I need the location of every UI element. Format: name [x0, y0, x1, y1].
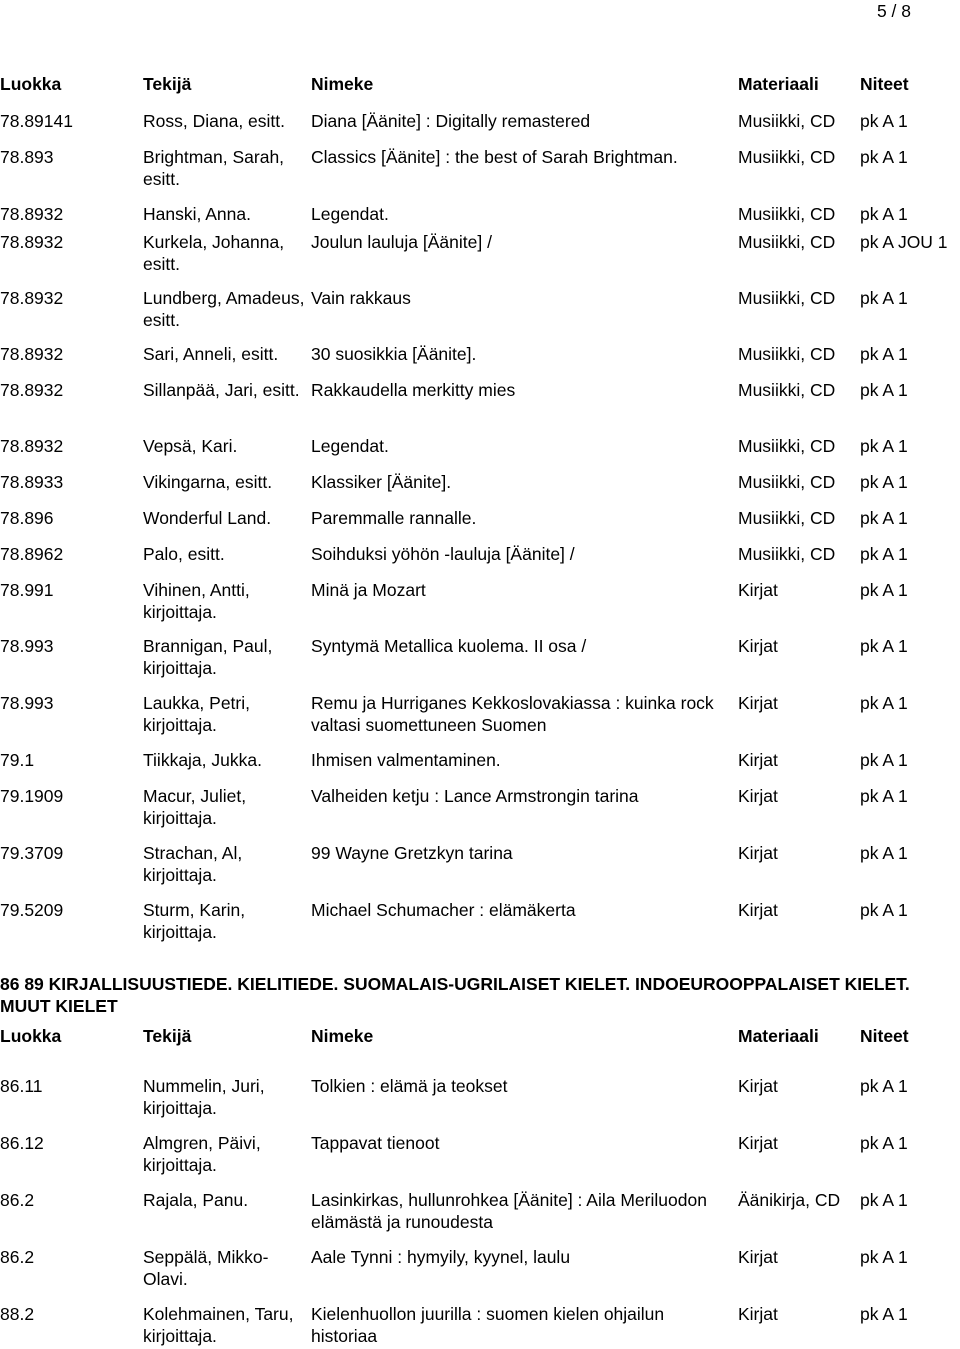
cell-nimeke: Joulun lauluja [Äänite] / — [311, 232, 492, 252]
catalog-table — [0, 1025, 960, 1346]
cell-nimeke: 30 suosikkia [Äänite]. — [311, 344, 477, 364]
cell-materiaali: Musiikki, CD — [738, 111, 836, 131]
cell-nimeke: Kielenhuollon juurilla : suomen kielen ohjailun historiaa — [311, 1304, 665, 1346]
cell-nimeke: Remu ja Hurriganes Kekkoslovakiassa : kuinka rock valtasi suomettuneen Suomen — [311, 693, 714, 735]
cell-niteet: pk A 1 — [860, 436, 908, 456]
header-nimeke: Nimeke — [311, 74, 374, 94]
cell-tekija: Almgren, Päivi, kirjoittaja. — [143, 1133, 261, 1175]
cell-luokka: 78.993 — [0, 693, 54, 713]
cell-luokka: 79.1909 — [0, 786, 64, 806]
cell-materiaali: Musiikki, CD — [738, 204, 836, 224]
cell-tekija: Vihinen, Antti, kirjoittaja. — [143, 580, 250, 622]
cell-nimeke: Paremmalle rannalle. — [311, 508, 477, 528]
cell-tekija: Rajala, Panu. — [143, 1190, 249, 1210]
cell-niteet: pk A 1 — [860, 344, 908, 364]
cell-luokka: 78.993 — [0, 636, 54, 656]
cell-luokka: 78.89141 — [0, 111, 73, 131]
cell-niteet: pk A 1 — [860, 204, 908, 224]
cell-luokka: 78.8962 — [0, 544, 64, 564]
cell-materiaali: Kirjat — [738, 580, 778, 600]
cell-tekija: Brannigan, Paul, kirjoittaja. — [143, 636, 273, 678]
cell-materiaali: Musiikki, CD — [738, 436, 836, 456]
cell-niteet: pk A 1 — [860, 288, 908, 308]
header-luokka: Luokka — [0, 1026, 62, 1046]
cell-nimeke: Legendat. — [311, 204, 389, 224]
cell-luokka: 86.11 — [0, 1076, 43, 1096]
cell-niteet: pk A 1 — [860, 111, 908, 131]
cell-luokka: 79.3709 — [0, 843, 64, 863]
cell-nimeke: Ihmisen valmentaminen. — [311, 750, 501, 770]
cell-materiaali: Kirjat — [738, 1304, 778, 1324]
cell-tekija: Vikingarna, esitt. — [143, 472, 273, 492]
section-heading: 86 89 KIRJALLISUUSTIEDE. KIELITIEDE. SUOMALAIS-UGRILAISET KIELET. INDOEUROOPPALAISET KIELET. MUUT KIELET — [0, 974, 910, 1016]
cell-luokka: 86.2 — [0, 1247, 35, 1267]
cell-niteet: pk A 1 — [860, 508, 908, 528]
cell-materiaali: Kirjat — [738, 900, 778, 920]
cell-materiaali: Kirjat — [738, 843, 778, 863]
cell-nimeke: Michael Schumacher : elämäkerta — [311, 900, 576, 920]
cell-materiaali: Kirjat — [738, 786, 778, 806]
cell-luokka: 86.2 — [0, 1190, 35, 1210]
cell-materiaali: Musiikki, CD — [738, 472, 836, 492]
header-niteet: Niteet — [860, 74, 909, 94]
cell-nimeke: Aale Tynni : hymyily, kyynel, laulu — [311, 1247, 571, 1267]
cell-niteet: pk A 1 — [860, 380, 908, 400]
cell-luokka: 78.8932 — [0, 380, 64, 400]
cell-nimeke: Vain rakkaus — [311, 288, 411, 308]
header-luokka: Luokka — [0, 74, 62, 94]
cell-nimeke: Soihduksi yöhön -lauluja [Äänite] / — [311, 544, 575, 564]
header-tekija: Tekijä — [143, 1026, 192, 1046]
cell-nimeke: Lasinkirkas, hullunrohkea [Äänite] : Aila Meriluodon elämästä ja runoudesta — [311, 1190, 707, 1232]
cell-tekija: Wonderful Land. — [143, 508, 272, 528]
cell-tekija: Seppälä, Mikko-Olavi. — [143, 1247, 269, 1289]
cell-tekija: Kurkela, Johanna, esitt. — [143, 232, 285, 274]
cell-tekija: Sillanpää, Jari, esitt. — [143, 380, 300, 400]
cell-luokka: 78.896 — [0, 508, 54, 528]
cell-materiaali: Musiikki, CD — [738, 544, 836, 564]
cell-niteet: pk A JOU 1 — [860, 232, 948, 252]
cell-materiaali: Musiikki, CD — [738, 288, 836, 308]
cell-materiaali: Kirjat — [738, 750, 778, 770]
cell-niteet: pk A 1 — [860, 580, 908, 600]
cell-niteet: pk A 1 — [860, 693, 908, 713]
page-number: 5 / 8 — [876, 1, 911, 21]
cell-tekija: Tiikkaja, Jukka. — [143, 750, 262, 770]
cell-tekija: Strachan, Al, kirjoittaja. — [143, 843, 243, 885]
cell-luokka: 78.8932 — [0, 232, 64, 252]
cell-materiaali: Musiikki, CD — [738, 380, 836, 400]
cell-tekija: Ross, Diana, esitt. — [143, 111, 285, 131]
cell-nimeke: Tolkien : elämä ja teokset — [311, 1076, 508, 1096]
cell-niteet: pk A 1 — [860, 544, 908, 564]
cell-materiaali: Musiikki, CD — [738, 147, 836, 167]
cell-materiaali: Kirjat — [738, 693, 778, 713]
cell-luokka: 79.5209 — [0, 900, 64, 920]
cell-tekija: Palo, esitt. — [143, 544, 225, 564]
cell-luokka: 78.8932 — [0, 344, 64, 364]
cell-nimeke: Minä ja Mozart — [311, 580, 426, 600]
cell-materiaali: Kirjat — [738, 1247, 778, 1267]
cell-materiaali: Musiikki, CD — [738, 508, 836, 528]
cell-materiaali: Musiikki, CD — [738, 232, 836, 252]
cell-luokka: 78.8933 — [0, 472, 64, 492]
cell-niteet: pk A 1 — [860, 1133, 908, 1153]
cell-tekija: Nummelin, Juri, kirjoittaja. — [143, 1076, 265, 1118]
header-niteet: Niteet — [860, 1026, 909, 1046]
cell-tekija: Brightman, Sarah, esitt. — [143, 147, 285, 189]
cell-niteet: pk A 1 — [860, 786, 908, 806]
table-header — [0, 1025, 960, 1047]
cell-niteet: pk A 1 — [860, 1190, 908, 1210]
header-materiaali: Materiaali — [738, 74, 819, 94]
cell-luokka: 86.12 — [0, 1133, 44, 1153]
cell-materiaali: Kirjat — [738, 1076, 778, 1096]
cell-luokka: 78.8932 — [0, 204, 64, 224]
cell-nimeke: Valheiden ketju : Lance Armstrongin tarina — [311, 786, 639, 806]
cell-niteet: pk A 1 — [860, 1304, 908, 1324]
cell-luokka: 78.8932 — [0, 436, 64, 456]
cell-niteet: pk A 1 — [860, 843, 908, 863]
cell-tekija: Laukka, Petri, kirjoittaja. — [143, 693, 250, 735]
catalog-table — [0, 73, 960, 942]
cell-tekija: Sari, Anneli, esitt. — [143, 344, 279, 364]
cell-niteet: pk A 1 — [860, 1247, 908, 1267]
cell-niteet: pk A 1 — [860, 900, 908, 920]
cell-nimeke: Tappavat tienoot — [311, 1133, 440, 1153]
cell-tekija: Sturm, Karin, kirjoittaja. — [143, 900, 246, 942]
cell-tekija: Lundberg, Amadeus, esitt. — [143, 288, 305, 330]
cell-luokka: 78.991 — [0, 580, 54, 600]
cell-luokka: 78.893 — [0, 147, 54, 167]
cell-materiaali: Kirjat — [738, 636, 778, 656]
cell-luokka: 88.2 — [0, 1304, 35, 1324]
table-header — [0, 73, 960, 95]
header-nimeke: Nimeke — [311, 1026, 374, 1046]
cell-nimeke: Rakkaudella merkitty mies — [311, 380, 516, 400]
cell-niteet: pk A 1 — [860, 636, 908, 656]
header-materiaali: Materiaali — [738, 1026, 819, 1046]
cell-luokka: 79.1 — [0, 750, 35, 770]
cell-nimeke: Syntymä Metallica kuolema. II osa / — [311, 636, 587, 656]
cell-tekija: Vepsä, Kari. — [143, 436, 238, 456]
cell-materiaali: Kirjat — [738, 1133, 778, 1153]
cell-niteet: pk A 1 — [860, 1076, 908, 1096]
cell-tekija: Hanski, Anna. — [143, 204, 251, 224]
cell-materiaali: Musiikki, CD — [738, 344, 836, 364]
cell-tekija: Kolehmainen, Taru, kirjoittaja. — [143, 1304, 294, 1346]
cell-tekija: Macur, Juliet, kirjoittaja. — [143, 786, 247, 828]
cell-nimeke: Classics [Äänite] : the best of Sarah Brightman. — [311, 147, 678, 167]
cell-luokka: 78.8932 — [0, 288, 64, 308]
cell-niteet: pk A 1 — [860, 750, 908, 770]
cell-nimeke: Klassiker [Äänite]. — [311, 472, 452, 492]
cell-nimeke: Legendat. — [311, 436, 389, 456]
cell-niteet: pk A 1 — [860, 472, 908, 492]
cell-materiaali: Äänikirja, CD — [738, 1190, 841, 1210]
header-tekija: Tekijä — [143, 74, 192, 94]
cell-niteet: pk A 1 — [860, 147, 908, 167]
cell-nimeke: Diana [Äänite] : Digitally remastered — [311, 111, 591, 131]
cell-nimeke: 99 Wayne Gretzkyn tarina — [311, 843, 513, 863]
